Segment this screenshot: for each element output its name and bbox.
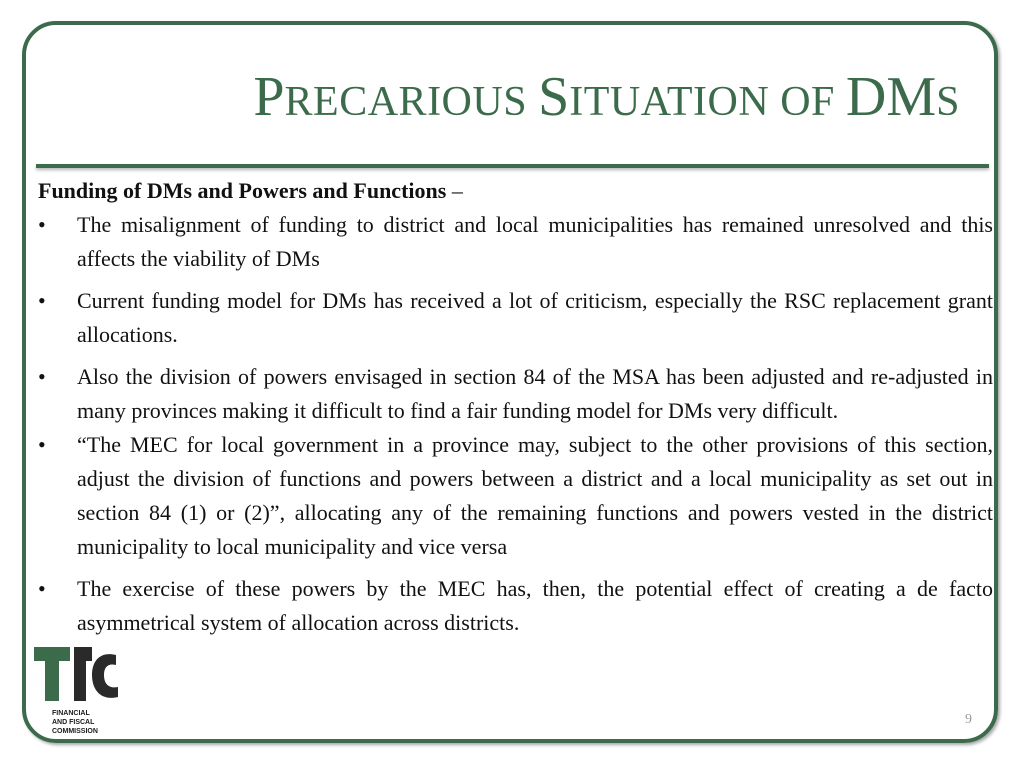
bullet-item: • Also the division of powers envisaged in section 84 of the MSA has been adjusted and re-adjusted in many provinces making it difficult to find a fair funding model for DMs very difficult. bbox=[38, 360, 993, 428]
title-word-1: RECARIOUS bbox=[284, 79, 539, 125]
bullet-item: • “The MEC for local government in a province may, subject to the other provisions of this section, adjust the division of functions and powers between a district and a local municipality as set out in section 84 (1) or (2)”, allocating any of the remaining functions and powers vested in the district municipality to local municipality and vice versa bbox=[38, 428, 993, 564]
bullet-list bbox=[38, 208, 993, 640]
title-initial-s: S bbox=[538, 66, 570, 128]
slide-title bbox=[40, 67, 960, 129]
title-dm: DM bbox=[845, 66, 937, 128]
title-initial-p: P bbox=[253, 66, 285, 128]
section-heading bbox=[38, 174, 993, 208]
title-divider bbox=[36, 164, 989, 168]
logo-caption bbox=[52, 709, 98, 736]
section-heading-text: Funding of DMs and Powers and Functions bbox=[38, 178, 447, 203]
slide-body bbox=[38, 174, 993, 648]
logo-line: COMMISSION bbox=[52, 728, 98, 735]
logo-line: FINANCIAL bbox=[52, 710, 90, 717]
bullet-item: • The exercise of these powers by the MEC has, then, the potential effect of creating a de facto asymmetrical system of allocation across districts. bbox=[38, 572, 993, 640]
bullet-item: • The misalignment of funding to district and local municipalities has remained unresolved and this affects the viability of DMs bbox=[38, 208, 993, 276]
title-s: S bbox=[936, 79, 960, 125]
bullet-item: • Current funding model for DMs has received a lot of criticism, especially the RSC replacement grant allocations. bbox=[38, 284, 993, 352]
section-heading-dash: – bbox=[446, 178, 463, 203]
logo-line: AND FISCAL bbox=[52, 719, 95, 726]
title-word-2: ITUATION OF bbox=[569, 79, 846, 125]
page-number: 9 bbox=[965, 712, 972, 727]
